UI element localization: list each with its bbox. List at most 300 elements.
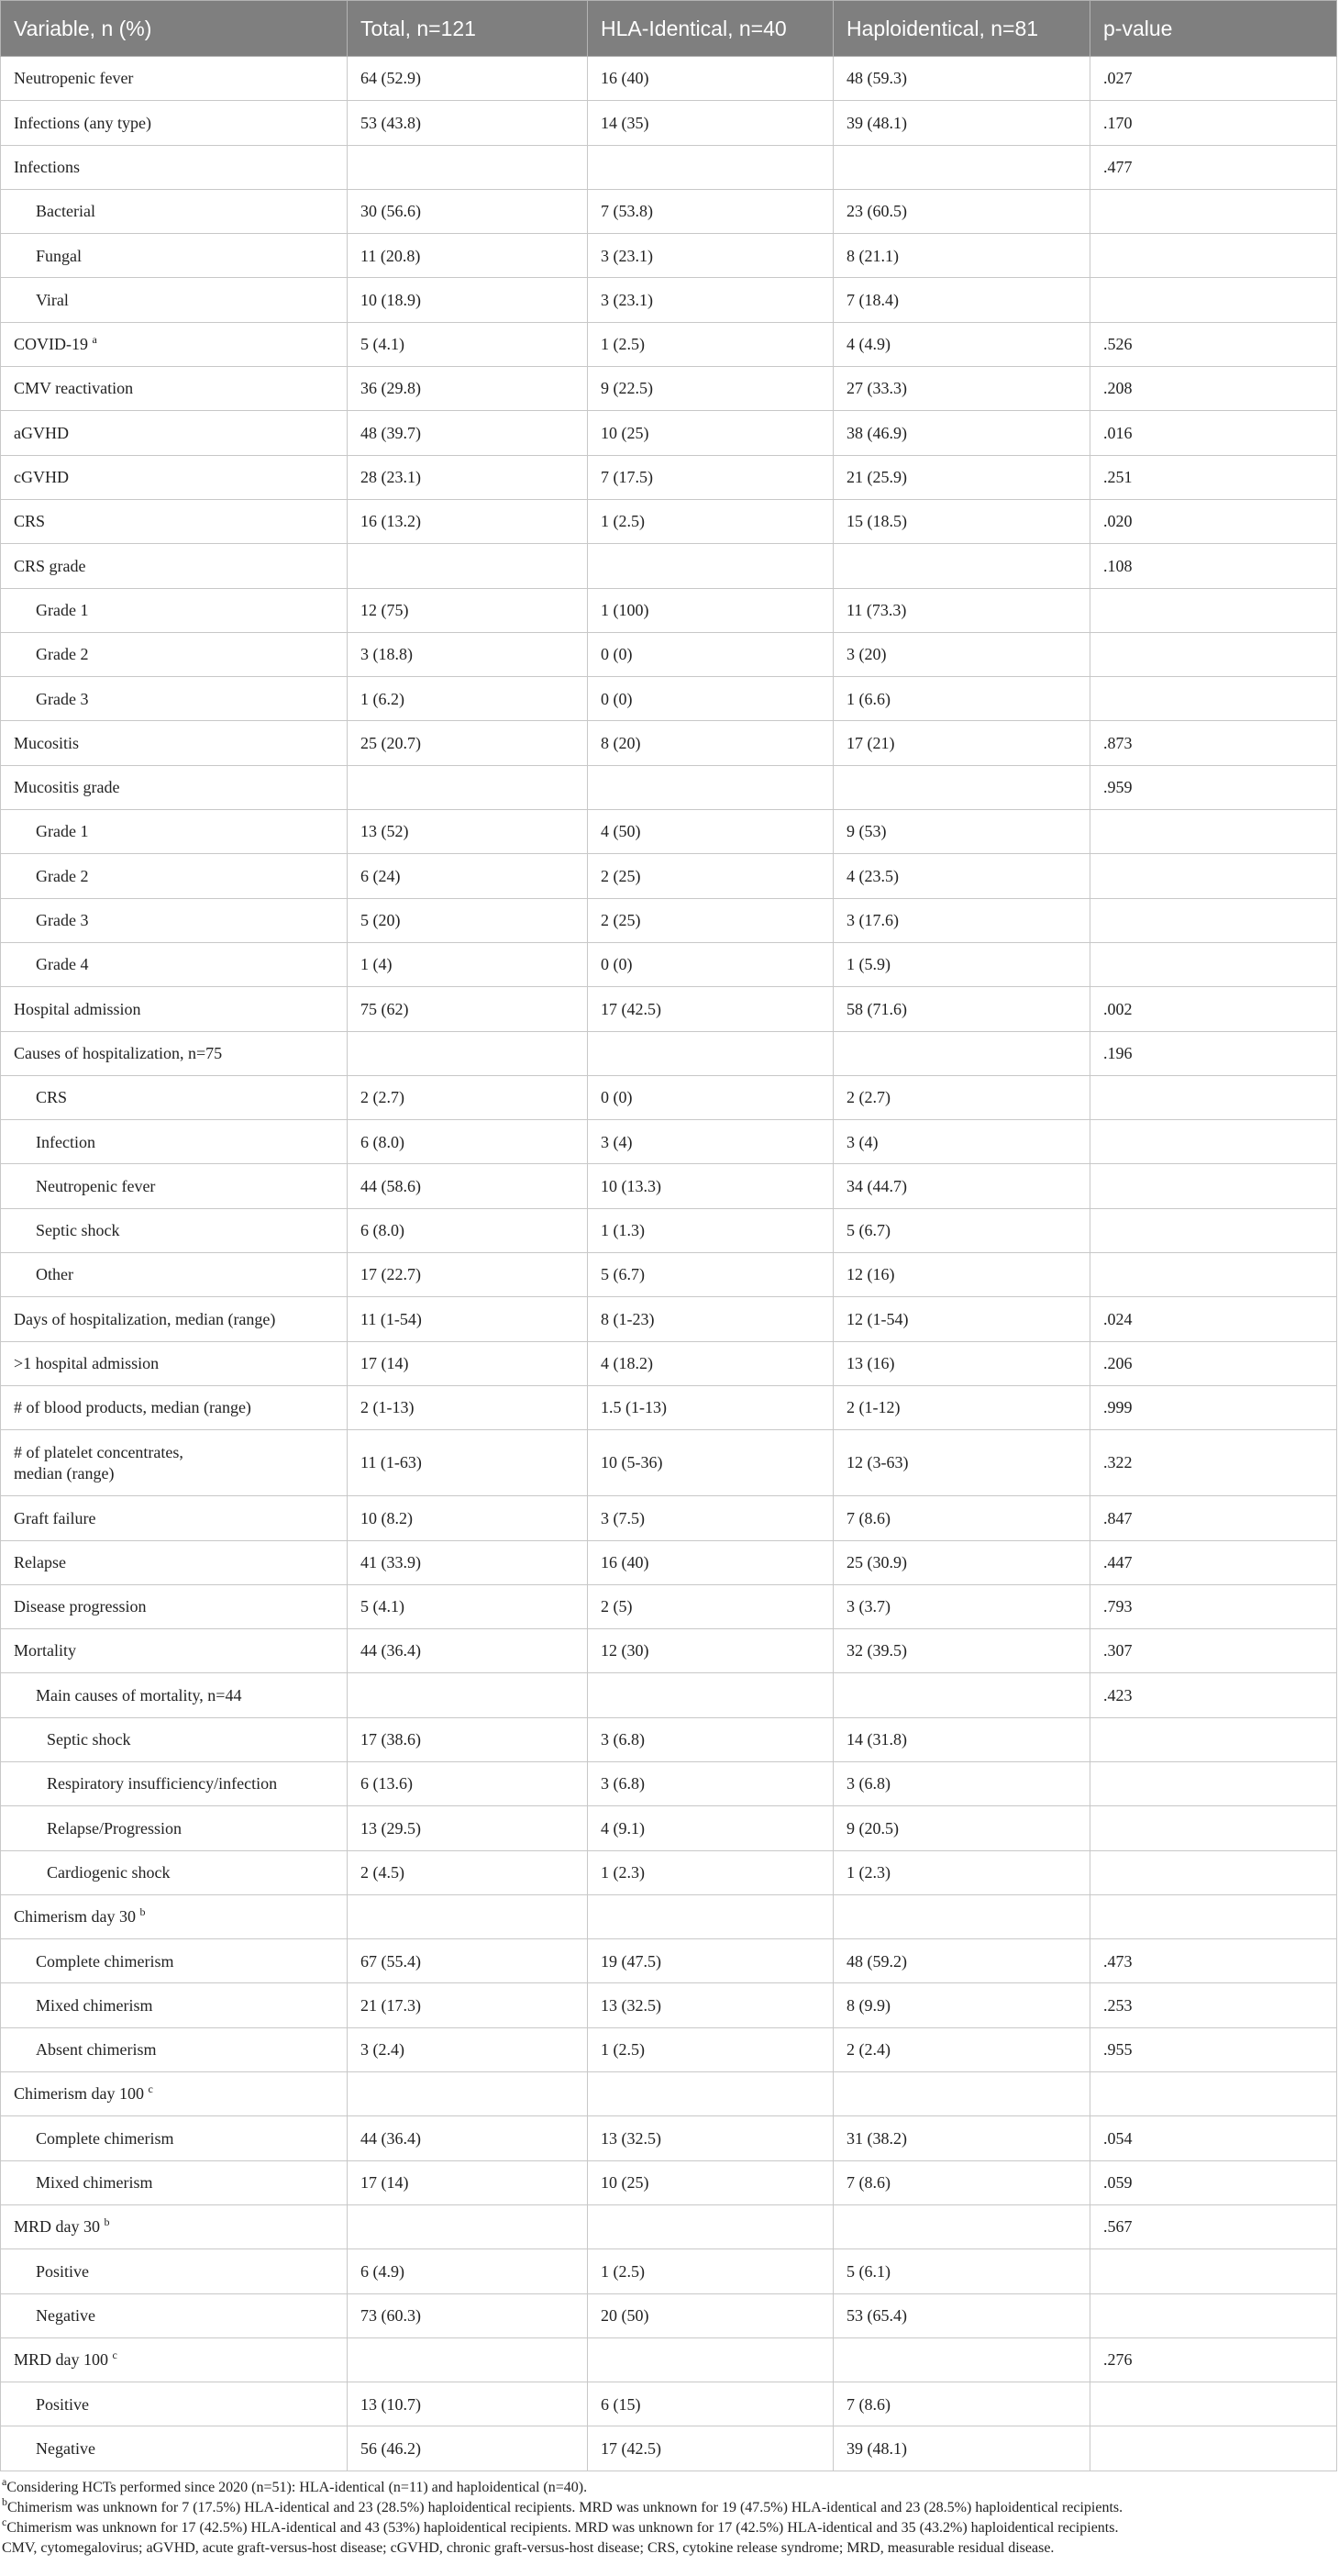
cell-total: [348, 1894, 588, 1938]
cell-haploidentical: [834, 1031, 1090, 1075]
cell-haploidentical: 8 (9.9): [834, 1983, 1090, 2027]
cell-p-value: .020: [1090, 499, 1337, 543]
cell-total: 44 (58.6): [348, 1164, 588, 1208]
cell-p-value: .847: [1090, 1496, 1337, 1540]
row-label-text: Mixed chimerism: [36, 2173, 153, 2193]
cell-p-value: .959: [1090, 765, 1337, 809]
cell-total: [348, 765, 588, 809]
row-label: [1, 765, 348, 809]
cell-total: 2 (4.5): [348, 1850, 588, 1894]
cell-p-value: [1090, 278, 1337, 322]
cell-haploidentical: [834, 765, 1090, 809]
row-label-text: >1 hospital admission: [14, 1354, 160, 1372]
row-label: [1, 411, 348, 455]
row-label-text: Infections: [14, 157, 80, 176]
table-row: [1, 2382, 1337, 2426]
table-row: [1, 2160, 1337, 2204]
row-label: [1, 1297, 348, 1341]
row-label: [1, 1208, 348, 1252]
table-row: [1, 765, 1337, 809]
cell-hla-identical: 5 (6.7): [588, 1253, 834, 1297]
cell-hla-identical: 17 (42.5): [588, 2426, 834, 2471]
table-row: [1, 57, 1337, 101]
cell-p-value: [1090, 189, 1337, 233]
cell-hla-identical: 1.5 (1-13): [588, 1385, 834, 1429]
table-row: [1, 322, 1337, 366]
cell-total: 36 (29.8): [348, 367, 588, 411]
cell-total: 17 (22.7): [348, 1253, 588, 1297]
cell-p-value: .016: [1090, 411, 1337, 455]
cell-hla-identical: 8 (1-23): [588, 1297, 834, 1341]
row-label-text: Infections (any type): [14, 113, 151, 132]
cell-haploidentical: 2 (2.4): [834, 2027, 1090, 2071]
cell-p-value: [1090, 632, 1337, 676]
table-row: [1, 2426, 1337, 2471]
row-label-text: Septic shock: [47, 1730, 131, 1749]
row-label-text: Grade 2: [36, 866, 89, 885]
row-label-text: median (range): [14, 1463, 115, 1482]
row-label: [1, 322, 348, 366]
cell-hla-identical: 10 (5-36): [588, 1430, 834, 1496]
row-label: [1, 1540, 348, 1584]
row-label: [1, 1120, 348, 1164]
row-label-text: Grade 3: [36, 689, 89, 708]
table-row: [1, 1717, 1337, 1761]
table-row: [1, 2116, 1337, 2160]
cell-hla-identical: 0 (0): [588, 677, 834, 721]
cell-haploidentical: 3 (17.6): [834, 898, 1090, 942]
cell-haploidentical: 4 (4.9): [834, 322, 1090, 366]
row-label: [1, 1717, 348, 1761]
row-label-text: Positive: [36, 2394, 90, 2414]
cell-haploidentical: 32 (39.5): [834, 1629, 1090, 1673]
cell-total: 28 (23.1): [348, 455, 588, 499]
row-label: [1, 898, 348, 942]
cell-hla-identical: 1 (100): [588, 588, 834, 632]
cell-p-value: .477: [1090, 145, 1337, 189]
row-label-text: Days of hospitalization, median (range): [14, 1309, 276, 1328]
cell-p-value: [1090, 854, 1337, 898]
header-p-value: p-value: [1090, 1, 1337, 57]
cell-hla-identical: [588, 2337, 834, 2382]
row-label: [1, 1939, 348, 1983]
cell-haploidentical: 3 (6.8): [834, 1761, 1090, 1805]
cell-p-value: [1090, 677, 1337, 721]
footnote-marker: b: [104, 2215, 110, 2229]
table-row: [1, 101, 1337, 145]
cell-hla-identical: 13 (32.5): [588, 2116, 834, 2160]
cell-haploidentical: 9 (53): [834, 810, 1090, 854]
row-label-text: Neutropenic fever: [14, 69, 134, 88]
row-label-text: Mucositis grade: [14, 778, 120, 797]
cell-haploidentical: 3 (20): [834, 632, 1090, 676]
cell-hla-identical: 1 (1.3): [588, 1208, 834, 1252]
cell-p-value: [1090, 2426, 1337, 2471]
cell-p-value: .276: [1090, 2337, 1337, 2382]
table-body: [1, 57, 1337, 2471]
cell-total: 64 (52.9): [348, 57, 588, 101]
table-row: [1, 2337, 1337, 2382]
row-label-text: # of blood products, median (range): [14, 1398, 251, 1417]
table-row: [1, 2249, 1337, 2293]
row-label-text: Grade 1: [36, 600, 89, 619]
header-total: Total, n=121: [348, 1, 588, 57]
cell-hla-identical: 10 (25): [588, 2160, 834, 2204]
cell-total: 12 (75): [348, 588, 588, 632]
cell-p-value: [1090, 1761, 1337, 1805]
cell-haploidentical: 9 (20.5): [834, 1806, 1090, 1850]
cell-haploidentical: 7 (8.6): [834, 2160, 1090, 2204]
row-label: [1, 1031, 348, 1075]
cell-total: 44 (36.4): [348, 1629, 588, 1673]
cell-hla-identical: 3 (23.1): [588, 278, 834, 322]
cell-p-value: [1090, 810, 1337, 854]
cell-haploidentical: 58 (71.6): [834, 987, 1090, 1031]
cell-hla-identical: 3 (7.5): [588, 1496, 834, 1540]
footnotes: [0, 2471, 1339, 2559]
row-label-text: Bacterial: [36, 202, 95, 221]
cell-total: 17 (14): [348, 1341, 588, 1385]
cell-total: 5 (4.1): [348, 1584, 588, 1628]
cell-hla-identical: 1 (2.3): [588, 1850, 834, 1894]
cell-p-value: .253: [1090, 1983, 1337, 2027]
row-label-text: COVID-19: [14, 335, 88, 354]
row-label-text: CRS: [14, 512, 46, 531]
cell-haploidentical: [834, 1673, 1090, 1717]
row-label: [1, 2426, 348, 2471]
row-label: [1, 1983, 348, 2027]
table-row: [1, 1939, 1337, 1983]
row-label-text: cGVHD: [14, 468, 69, 487]
footnote: [0, 2538, 1339, 2559]
cell-haploidentical: 12 (1-54): [834, 1297, 1090, 1341]
row-label-text: Main causes of mortality, n=44: [36, 1685, 242, 1704]
row-label-text: MRD day 30: [14, 2217, 100, 2237]
cell-haploidentical: 21 (25.9): [834, 455, 1090, 499]
cell-hla-identical: 6 (15): [588, 2382, 834, 2426]
row-label-text: Mucositis: [14, 733, 80, 752]
cell-haploidentical: 12 (3-63): [834, 1430, 1090, 1496]
footnote-marker: b: [139, 1905, 146, 1919]
cell-haploidentical: 1 (6.6): [834, 677, 1090, 721]
table-row: [1, 278, 1337, 322]
footnote-mark: a: [2, 2474, 7, 2488]
cell-p-value: [1090, 1850, 1337, 1894]
cell-p-value: [1090, 2382, 1337, 2426]
cell-haploidentical: 48 (59.3): [834, 57, 1090, 101]
row-label-text: Negative: [36, 2305, 95, 2325]
row-label: [1, 1806, 348, 1850]
cell-hla-identical: 0 (0): [588, 942, 834, 986]
row-label-text: # of platelet concentrates,: [14, 1443, 183, 1462]
table-row: [1, 854, 1337, 898]
cell-total: 11 (20.8): [348, 234, 588, 278]
row-label-text: Relapse: [14, 1552, 66, 1571]
table-row: [1, 721, 1337, 765]
cell-hla-identical: 16 (40): [588, 1540, 834, 1584]
cell-hla-identical: 13 (32.5): [588, 1983, 834, 2027]
row-label: [1, 1385, 348, 1429]
cell-p-value: .567: [1090, 2204, 1337, 2248]
row-label-text: Complete chimerism: [36, 2128, 174, 2148]
cell-hla-identical: 7 (17.5): [588, 455, 834, 499]
footnote: [0, 2474, 1339, 2498]
row-label: [1, 189, 348, 233]
cell-haploidentical: 23 (60.5): [834, 189, 1090, 233]
cell-p-value: .206: [1090, 1341, 1337, 1385]
cell-haploidentical: 27 (33.3): [834, 367, 1090, 411]
cell-p-value: [1090, 1253, 1337, 1297]
table-row: [1, 987, 1337, 1031]
row-label: [1, 2249, 348, 2293]
cell-total: 44 (36.4): [348, 2116, 588, 2160]
cell-hla-identical: 4 (9.1): [588, 1806, 834, 1850]
cell-haploidentical: [834, 544, 1090, 588]
row-label: [1, 101, 348, 145]
cell-total: 11 (1-63): [348, 1430, 588, 1496]
cell-haploidentical: 7 (18.4): [834, 278, 1090, 322]
table-header: [1, 1, 1337, 57]
cell-haploidentical: 3 (4): [834, 1120, 1090, 1164]
cell-p-value: [1090, 1120, 1337, 1164]
table-row: [1, 499, 1337, 543]
cell-haploidentical: [834, 2337, 1090, 2382]
cell-hla-identical: [588, 765, 834, 809]
row-label: [1, 987, 348, 1031]
cell-p-value: [1090, 2249, 1337, 2293]
row-label-text: Viral: [36, 290, 69, 309]
footnote-marker: a: [92, 333, 97, 347]
cell-p-value: [1090, 234, 1337, 278]
row-label: [1, 367, 348, 411]
cell-total: 25 (20.7): [348, 721, 588, 765]
cell-total: [348, 2072, 588, 2116]
cell-haploidentical: [834, 2072, 1090, 2116]
cell-haploidentical: [834, 2204, 1090, 2248]
footnote-text: Chimerism was unknown for 7 (17.5%) HLA-identical and 23 (28.5%) haploidentical recipients. MRD was unknown for 19 (47.5%) HLA-identical and 23 (28.5%) haploidentical recipients.: [7, 2499, 1123, 2515]
table-row: [1, 145, 1337, 189]
cell-p-value: .027: [1090, 57, 1337, 101]
row-label: [1, 942, 348, 986]
row-label: [1, 632, 348, 676]
cell-haploidentical: 39 (48.1): [834, 101, 1090, 145]
cell-p-value: [1090, 1806, 1337, 1850]
cell-total: 6 (8.0): [348, 1120, 588, 1164]
cell-total: [348, 2204, 588, 2248]
cell-haploidentical: 25 (30.9): [834, 1540, 1090, 1584]
cell-hla-identical: [588, 1673, 834, 1717]
table-row: [1, 411, 1337, 455]
cell-total: 13 (52): [348, 810, 588, 854]
cell-total: 48 (39.7): [348, 411, 588, 455]
cell-total: 3 (18.8): [348, 632, 588, 676]
header-hla-identical: HLA-Identical, n=40: [588, 1, 834, 57]
row-label-text: Complete chimerism: [36, 1951, 174, 1971]
cell-p-value: .473: [1090, 1939, 1337, 1983]
cell-haploidentical: 39 (48.1): [834, 2426, 1090, 2471]
cell-hla-identical: [588, 145, 834, 189]
row-label-text: Septic shock: [36, 1221, 120, 1240]
row-label: [1, 588, 348, 632]
cell-p-value: .873: [1090, 721, 1337, 765]
table-row: [1, 1208, 1337, 1252]
cell-total: [348, 544, 588, 588]
cell-hla-identical: 19 (47.5): [588, 1939, 834, 1983]
cell-total: 5 (20): [348, 898, 588, 942]
row-label-text: Mortality: [14, 1641, 76, 1660]
cell-haploidentical: 8 (21.1): [834, 234, 1090, 278]
cell-haploidentical: 15 (18.5): [834, 499, 1090, 543]
row-label-text: Chimerism day 100: [14, 2084, 144, 2104]
row-label: [1, 2116, 348, 2160]
cell-total: 3 (2.4): [348, 2027, 588, 2071]
cell-total: 13 (10.7): [348, 2382, 588, 2426]
table-row: [1, 1297, 1337, 1341]
table-row: [1, 2072, 1337, 2116]
row-label: [1, 1164, 348, 1208]
cell-total: 56 (46.2): [348, 2426, 588, 2471]
row-label-text: Graft failure: [14, 1508, 96, 1527]
cell-p-value: [1090, 1164, 1337, 1208]
footnote: [0, 2515, 1339, 2538]
cell-total: 53 (43.8): [348, 101, 588, 145]
cell-p-value: [1090, 1717, 1337, 1761]
cell-hla-identical: 3 (6.8): [588, 1717, 834, 1761]
cell-haploidentical: 34 (44.7): [834, 1164, 1090, 1208]
cell-haploidentical: 13 (16): [834, 1341, 1090, 1385]
table-row: [1, 898, 1337, 942]
cell-hla-identical: 2 (25): [588, 898, 834, 942]
cell-total: [348, 145, 588, 189]
table-row: [1, 1385, 1337, 1429]
cell-haploidentical: 7 (8.6): [834, 2382, 1090, 2426]
footnote-text: Chimerism was unknown for 17 (42.5%) HLA-identical and 43 (53%) haploidentical recipients. MRD was unknown for 17 (42.5%) HLA-identical and 35 (43.2%) haploidentical recipients.: [6, 2519, 1119, 2536]
footnote-marker: c: [148, 2082, 153, 2096]
row-label-text: Respiratory insufficiency/infection: [47, 1774, 278, 1793]
cell-total: 30 (56.6): [348, 189, 588, 233]
cell-p-value: .024: [1090, 1297, 1337, 1341]
row-label-text: Grade 4: [36, 955, 89, 974]
cell-haploidentical: 11 (73.3): [834, 588, 1090, 632]
table-row: [1, 234, 1337, 278]
row-label: [1, 544, 348, 588]
cell-hla-identical: 14 (35): [588, 101, 834, 145]
row-label: [1, 1761, 348, 1805]
cell-total: [348, 2337, 588, 2382]
table-row: [1, 2027, 1337, 2071]
cell-total: 17 (38.6): [348, 1717, 588, 1761]
row-label-text: Disease progression: [14, 1597, 147, 1616]
table-row: [1, 1983, 1337, 2027]
cell-total: 10 (18.9): [348, 278, 588, 322]
cell-haploidentical: 7 (8.6): [834, 1496, 1090, 1540]
row-label: [1, 2160, 348, 2204]
cell-hla-identical: 1 (2.5): [588, 2027, 834, 2071]
cell-p-value: .447: [1090, 1540, 1337, 1584]
cell-haploidentical: [834, 1894, 1090, 1938]
row-label-text: Infection: [36, 1132, 95, 1151]
cell-haploidentical: 5 (6.7): [834, 1208, 1090, 1252]
table-row: [1, 632, 1337, 676]
table-row: [1, 1430, 1337, 1496]
cell-hla-identical: 12 (30): [588, 1629, 834, 1673]
row-label: [1, 455, 348, 499]
cell-haploidentical: 12 (16): [834, 1253, 1090, 1297]
cell-p-value: .307: [1090, 1629, 1337, 1673]
cell-total: 1 (6.2): [348, 677, 588, 721]
cell-p-value: .999: [1090, 1385, 1337, 1429]
cell-total: 5 (4.1): [348, 322, 588, 366]
table-row: [1, 544, 1337, 588]
cell-haploidentical: 5 (6.1): [834, 2249, 1090, 2293]
table-row: [1, 810, 1337, 854]
cell-p-value: [1090, 2293, 1337, 2337]
row-label-text: Relapse/Progression: [47, 1818, 182, 1838]
cell-hla-identical: 1 (2.5): [588, 322, 834, 366]
cell-hla-identical: 4 (18.2): [588, 1341, 834, 1385]
cell-p-value: [1090, 1894, 1337, 1938]
row-label: [1, 1629, 348, 1673]
table-row: [1, 189, 1337, 233]
cell-p-value: [1090, 898, 1337, 942]
table-row: [1, 1850, 1337, 1894]
table-row: [1, 1075, 1337, 1119]
row-label-text: Grade 3: [36, 911, 89, 930]
cell-total: 16 (13.2): [348, 499, 588, 543]
cell-total: 67 (55.4): [348, 1939, 588, 1983]
cell-haploidentical: 1 (2.3): [834, 1850, 1090, 1894]
row-label: [1, 1253, 348, 1297]
cell-hla-identical: 10 (25): [588, 411, 834, 455]
row-label-text: Absent chimerism: [36, 2040, 157, 2060]
cell-p-value: [1090, 1075, 1337, 1119]
cell-haploidentical: [834, 145, 1090, 189]
cell-p-value: .526: [1090, 322, 1337, 366]
row-label-text: Grade 2: [36, 645, 89, 664]
row-label: [1, 1075, 348, 1119]
table-row: [1, 1496, 1337, 1540]
cell-p-value: .108: [1090, 544, 1337, 588]
cell-haploidentical: 17 (21): [834, 721, 1090, 765]
cell-haploidentical: 2 (1-12): [834, 1385, 1090, 1429]
table-row: [1, 1894, 1337, 1938]
row-label: [1, 1673, 348, 1717]
header-row: [1, 1, 1337, 57]
cell-p-value: [1090, 942, 1337, 986]
footnote-mark: b: [2, 2494, 7, 2508]
cell-haploidentical: 3 (3.7): [834, 1584, 1090, 1628]
cell-total: 2 (2.7): [348, 1075, 588, 1119]
row-label: [1, 234, 348, 278]
row-label-text: Mixed chimerism: [36, 1995, 153, 2015]
table-row: [1, 1031, 1337, 1075]
cell-p-value: [1090, 2072, 1337, 2116]
cell-total: 10 (8.2): [348, 1496, 588, 1540]
row-label: [1, 810, 348, 854]
cell-hla-identical: 0 (0): [588, 1075, 834, 1119]
table-row: [1, 1761, 1337, 1805]
row-label: [1, 854, 348, 898]
cell-haploidentical: 14 (31.8): [834, 1717, 1090, 1761]
cell-p-value: .793: [1090, 1584, 1337, 1628]
cell-p-value: .054: [1090, 2116, 1337, 2160]
cell-hla-identical: [588, 1031, 834, 1075]
cell-hla-identical: 3 (6.8): [588, 1761, 834, 1805]
row-label-text: MRD day 100: [14, 2350, 108, 2370]
footnote: [0, 2494, 1339, 2518]
footnote-text: CMV, cytomegalovirus; aGVHD, acute graft-versus-host disease; cGVHD, chronic graft-versus-host disease; CRS, cytokine release syndrome; MRD, measurable residual disease.: [2, 2539, 1055, 2556]
cell-total: 11 (1-54): [348, 1297, 588, 1341]
